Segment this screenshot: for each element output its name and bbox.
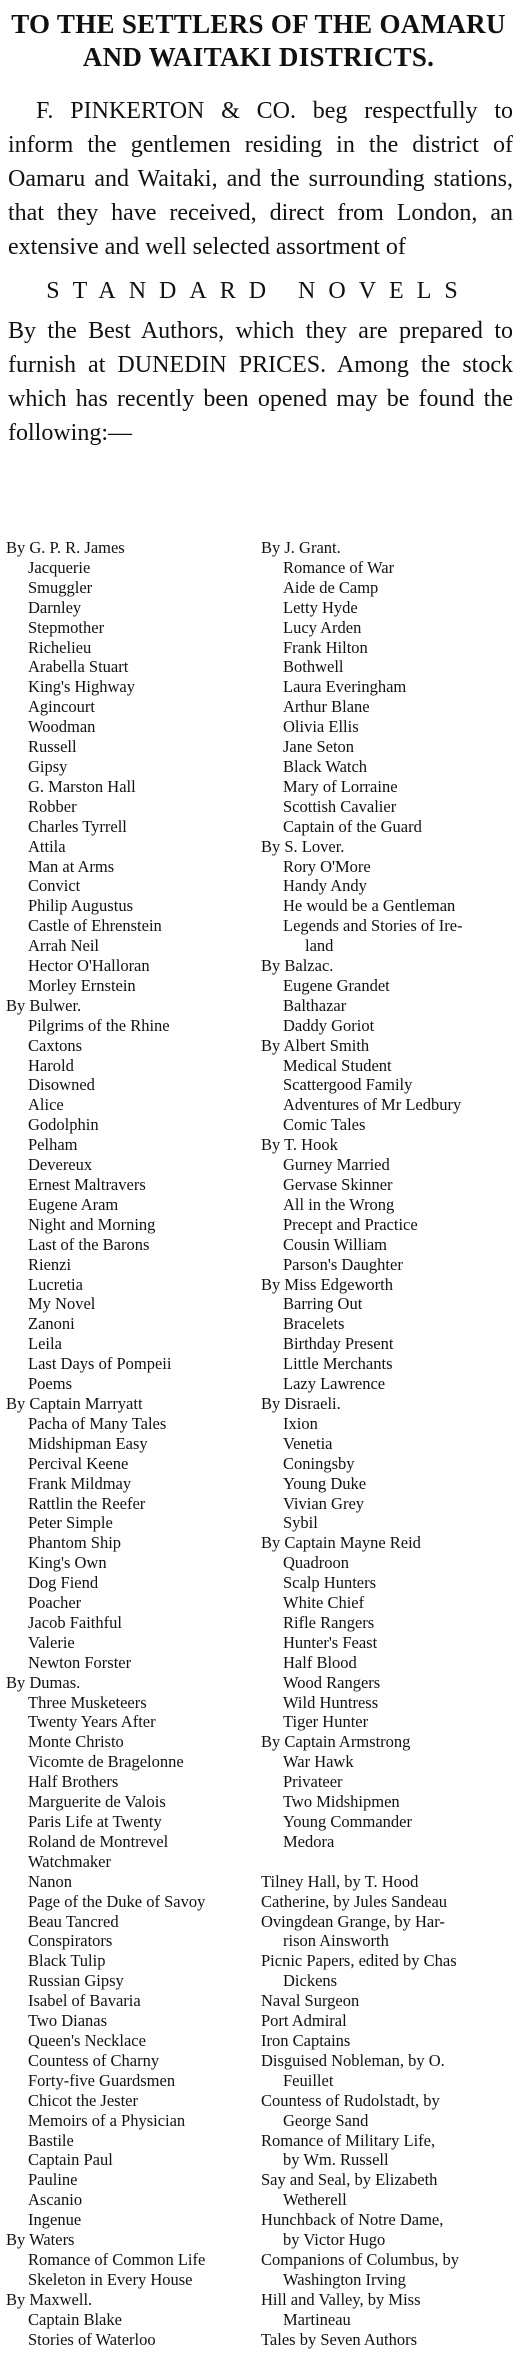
author-heading: By G. P. R. James xyxy=(6,538,125,557)
advertisement-heading: TO THE SETTLERS OF THE OAMARU AND WAITAKI DISTRICTS. xyxy=(11,9,506,72)
left-column-list xyxy=(6,538,261,2349)
novel-title: Gurney Married xyxy=(283,1155,390,1175)
novel-title: Tales by Seven Authors xyxy=(261,2329,418,2349)
novel-title: Frank Hilton xyxy=(283,637,368,657)
novel-title: Beau Tancred xyxy=(28,1911,119,1931)
novel-title: Pacha of Many Tales xyxy=(28,1413,167,1433)
author-heading: By T. Hook xyxy=(261,1135,338,1155)
author-heading: By Balzac. xyxy=(261,956,334,976)
right-column-list xyxy=(261,538,517,2349)
novel-title: Tiger Hunter xyxy=(283,1712,369,1732)
novel-title: Lazy Lawrence xyxy=(283,1374,386,1394)
novel-title: Ingenue xyxy=(28,2210,82,2230)
novel-title: Coningsby xyxy=(283,1453,355,1473)
author-heading: By J. Grant. xyxy=(261,538,341,557)
novel-title: Pelham xyxy=(28,1135,78,1155)
novel-title: Poems xyxy=(28,1374,73,1394)
novel-title: Russian Gipsy xyxy=(28,1971,124,1991)
novel-title: Bastile xyxy=(28,2130,74,2150)
novel-title: Bothwell xyxy=(283,657,344,677)
novel-title: Devereux xyxy=(28,1155,93,1175)
novel-title: Darnley xyxy=(28,597,82,617)
novel-title: Captain Blake xyxy=(28,2309,122,2329)
novel-title: Privateer xyxy=(283,1772,343,1792)
novel-title: Birthday Present xyxy=(283,1334,394,1354)
novel-title: Stories of Waterloo xyxy=(28,2329,156,2349)
novel-title: All in the Wrong xyxy=(283,1194,395,1214)
novel-title: Pauline xyxy=(28,2170,78,2190)
novel-title: Hector O'Halloran xyxy=(28,956,150,976)
novel-title: Smuggler xyxy=(28,577,93,597)
novel-title: Disowned xyxy=(28,1075,95,1095)
novel-title: Roland de Montrevel xyxy=(28,1831,169,1851)
novel-title: Olivia Ellis xyxy=(283,717,359,737)
novel-title: Dickens xyxy=(283,1971,338,1991)
novel-title: Charles Tyrrell xyxy=(28,816,127,836)
novel-title: Stepmother xyxy=(28,617,105,637)
novel-title: Lucy Arden xyxy=(283,617,362,637)
novel-title: Three Musketeers xyxy=(28,1692,147,1712)
novel-title: Lucretia xyxy=(28,1274,83,1294)
novel-title: Romance of Common Life xyxy=(28,2249,206,2269)
novel-title: Hunchback of Notre Dame, xyxy=(261,2210,444,2230)
novel-title: Vivian Grey xyxy=(283,1493,365,1513)
novel-title: Pilgrims of the Rhine xyxy=(28,1015,170,1035)
novel-title: Aide de Camp xyxy=(283,577,379,597)
author-heading: By Maxwell. xyxy=(6,2289,93,2309)
novel-title: White Chief xyxy=(283,1593,365,1613)
novel-title: Mary of Lorraine xyxy=(283,776,398,796)
novel-title: Last Days of Pompeii xyxy=(28,1354,172,1374)
novel-title: Richelieu xyxy=(28,637,92,657)
novel-title: King's Highway xyxy=(28,677,136,697)
novel-title: Wood Rangers xyxy=(283,1672,381,1692)
novel-title: Bracelets xyxy=(283,1314,345,1334)
novel-title: Leila xyxy=(28,1334,62,1354)
novel-title: Attila xyxy=(28,836,66,856)
novel-title: Black Tulip xyxy=(28,1951,106,1971)
novel-title: Ascanio xyxy=(28,2190,83,2210)
novel-title: Caxtons xyxy=(28,1035,83,1055)
novel-title: Agincourt xyxy=(28,697,95,717)
novel-title: Hunter's Feast xyxy=(283,1632,378,1652)
novel-title: Monte Christo xyxy=(28,1732,124,1752)
novel-title: Scalp Hunters xyxy=(283,1573,377,1593)
novel-title: Alice xyxy=(28,1095,64,1115)
novel-title: Harold xyxy=(28,1055,74,1075)
author-heading: By Bulwer. xyxy=(6,995,82,1015)
novel-title: Companions of Columbus, by xyxy=(261,2249,460,2269)
novel-title: Parson's Daughter xyxy=(283,1254,403,1274)
novel-title: Vicomte de Bragelonne xyxy=(28,1752,184,1772)
novel-title: Rory O'More xyxy=(283,856,371,876)
author-heading: By Captain Mayne Reid xyxy=(261,1533,421,1553)
novel-title: Gervase Skinner xyxy=(283,1175,393,1194)
novel-title: Woodman xyxy=(28,717,96,737)
author-heading: By Dumas. xyxy=(6,1672,81,1692)
novel-title: Eugene Grandet xyxy=(283,975,390,995)
novel-title: by Victor Hugo xyxy=(283,2230,386,2250)
novel-title: King's Own xyxy=(28,1553,107,1573)
novel-title: Robber xyxy=(28,796,77,816)
novel-title: Frank Mildmay xyxy=(28,1473,132,1493)
novel-title: Peter Simple xyxy=(28,1513,113,1533)
novel-title: Balthazar xyxy=(283,995,347,1015)
novel-title: Ixion xyxy=(283,1413,318,1433)
novel-title: Poacher xyxy=(28,1593,82,1613)
novel-title: Black Watch xyxy=(283,756,368,776)
novel-title: Rifle Rangers xyxy=(283,1612,375,1632)
novel-title: Medora xyxy=(283,1831,335,1851)
novel-title: Laura Everingham xyxy=(283,677,407,697)
novel-title: Paris Life at Twenty xyxy=(28,1812,162,1831)
novel-title: Barring Out xyxy=(283,1294,363,1314)
novel-title: Nanon xyxy=(28,1871,72,1891)
novel-title: Godolphin xyxy=(28,1115,99,1135)
novel-title: Iron Captains xyxy=(261,2030,351,2050)
novel-title: Countess of Rudolstadt, by xyxy=(261,2090,440,2110)
novel-title: Dog Fiend xyxy=(28,1573,99,1593)
novel-title: War Hawk xyxy=(283,1752,354,1772)
novel-title: Comic Tales xyxy=(283,1115,366,1135)
novel-title: Hill and Valley, by Miss xyxy=(261,2289,421,2309)
novel-title: Twenty Years After xyxy=(28,1712,156,1732)
novel-title: Naval Surgeon xyxy=(261,1991,360,2011)
novel-title: Isabel of Bavaria xyxy=(28,1991,141,2011)
novel-title: Young Commander xyxy=(283,1812,412,1831)
novel-title: Arthur Blane xyxy=(283,697,370,717)
author-heading: By Disraeli. xyxy=(261,1393,341,1413)
novel-title: Two Midshipmen xyxy=(283,1792,400,1812)
novel-title: Skeleton in Every House xyxy=(28,2269,193,2289)
section-title: STANDARD NOVELS xyxy=(46,278,471,304)
novel-title: Port Admiral xyxy=(261,2011,347,2031)
novel-title: Gipsy xyxy=(28,756,68,776)
novel-title: Rienzi xyxy=(28,1254,72,1274)
novel-title: Quadroon xyxy=(283,1553,349,1573)
body-paragraph: By the Best Authors, which they are prepared to furnish at DUNEDIN PRICES. Among the stock which has recently been opened may be found the following:— xyxy=(8,318,513,446)
novel-title: Captain of the Guard xyxy=(283,816,422,836)
novel-title: Precept and Practice xyxy=(283,1214,418,1234)
novel-title: Philip Augustus xyxy=(28,896,133,916)
novel-title: My Novel xyxy=(28,1294,96,1314)
novel-title: Tilney Hall, by T. Hood xyxy=(261,1871,419,1891)
novel-title: Scattergood Family xyxy=(283,1075,413,1095)
novel-title: Jane Seton xyxy=(283,737,355,757)
novel-title: Disguised Nobleman, by O. xyxy=(261,2050,445,2070)
novel-title: Sybil xyxy=(283,1513,318,1533)
novel-title: Countess of Charny xyxy=(28,2050,160,2070)
novel-title: Young Duke xyxy=(283,1473,367,1493)
novel-title: Newton Forster xyxy=(28,1652,132,1672)
novel-title: Letty Hyde xyxy=(283,597,358,617)
novel-title: Scottish Cavalier xyxy=(283,796,397,816)
spacer xyxy=(261,1852,517,1872)
novel-title: Legends and Stories of Ire- xyxy=(283,916,463,936)
novel-title: Last of the Barons xyxy=(28,1234,150,1254)
novel-title: Say and Seal, by Elizabeth xyxy=(261,2170,438,2190)
novel-title: Feuillet xyxy=(283,2070,334,2090)
novel-title: by Wm. Russell xyxy=(283,2150,389,2170)
author-heading: By Captain Armstrong xyxy=(261,1732,411,1752)
novel-title: Midshipman Easy xyxy=(28,1433,148,1453)
novel-title: Chicot the Jester xyxy=(28,2090,138,2110)
novel-title: Jacob Faithful xyxy=(28,1612,122,1632)
novel-title: Marguerite de Valois xyxy=(28,1792,166,1812)
novel-title: Convict xyxy=(28,876,81,896)
novel-title: Russell xyxy=(28,737,77,757)
novel-title: Captain Paul xyxy=(28,2150,113,2170)
author-heading: By S. Lover. xyxy=(261,836,345,856)
novel-title: Half Blood xyxy=(283,1652,357,1672)
novel-title: Picnic Papers, edited by Chas xyxy=(261,1951,457,1971)
novel-title: Washington Irving xyxy=(283,2269,406,2289)
novel-title: Romance of War xyxy=(283,557,395,577)
novel-title: Night and Morning xyxy=(28,1214,156,1234)
novel-title: Handy Andy xyxy=(283,876,367,896)
author-heading: By Albert Smith xyxy=(261,1035,370,1055)
novel-title: Medical Student xyxy=(283,1055,392,1075)
novel-title: Memoirs of a Physician xyxy=(28,2110,186,2130)
novel-title: Valerie xyxy=(28,1632,75,1652)
novel-title: Romance of Military Life, xyxy=(261,2130,436,2150)
novel-title: Castle of Ehrenstein xyxy=(28,916,162,936)
novel-title: Watchmaker xyxy=(28,1851,111,1871)
novel-title: land xyxy=(305,936,334,956)
novel-title: Adventures of Mr Ledbury xyxy=(283,1095,462,1115)
novel-title: Forty-five Guardsmen xyxy=(28,2070,176,2090)
novel-title: Arabella Stuart xyxy=(28,657,129,677)
novel-title: Zanoni xyxy=(28,1314,75,1334)
novel-title: Percival Keene xyxy=(28,1453,129,1473)
novel-title: Conspirators xyxy=(28,1931,113,1951)
novel-title: Wetherell xyxy=(283,2190,347,2210)
novel-title: Morley Ernstein xyxy=(28,975,136,995)
novel-title: Half Brothers xyxy=(28,1772,119,1792)
novel-title: Wild Huntress xyxy=(283,1692,379,1712)
novel-title: Phantom Ship xyxy=(28,1533,122,1553)
novel-title: Rattlin the Reefer xyxy=(28,1493,146,1513)
author-heading: By Waters xyxy=(6,2230,75,2250)
author-heading: By Miss Edgeworth xyxy=(261,1274,393,1294)
novel-title: rison Ainsworth xyxy=(283,1931,389,1951)
novel-title: He would be a Gentleman xyxy=(283,896,456,916)
novel-title: Page of the Duke of Savoy xyxy=(28,1891,206,1911)
novel-title: Martineau xyxy=(283,2309,351,2329)
novel-title: Queen's Necklace xyxy=(28,2030,146,2050)
novel-title: Ovingdean Grange, by Har- xyxy=(261,1911,445,1931)
novel-title: Cousin William xyxy=(283,1234,387,1254)
novel-title: G. Marston Hall xyxy=(28,776,136,796)
author-heading: By Captain Marryatt xyxy=(6,1393,143,1413)
novel-title: Two Dianas xyxy=(28,2011,108,2031)
novel-title: Arrah Neil xyxy=(28,936,100,956)
novel-title: Catherine, by Jules Sandeau xyxy=(261,1891,448,1911)
novel-title: Eugene Aram xyxy=(28,1194,119,1214)
novel-title: Little Merchants xyxy=(283,1354,393,1374)
novel-title: Jacquerie xyxy=(28,557,91,577)
novel-title: George Sand xyxy=(283,2110,369,2130)
novel-title: Ernest Maltravers xyxy=(28,1175,146,1194)
intro-paragraph: F. PINKERTON & CO. beg respectfully to inform the gentlemen residing in the district of Oamaru and Waitaki, and the surrounding stations, that they have received, direct from London, an extensive and well selected assortment of xyxy=(8,98,513,260)
novel-title: Man at Arms xyxy=(28,856,115,876)
novel-title: Venetia xyxy=(283,1433,333,1453)
novel-title: Daddy Goriot xyxy=(283,1015,375,1035)
